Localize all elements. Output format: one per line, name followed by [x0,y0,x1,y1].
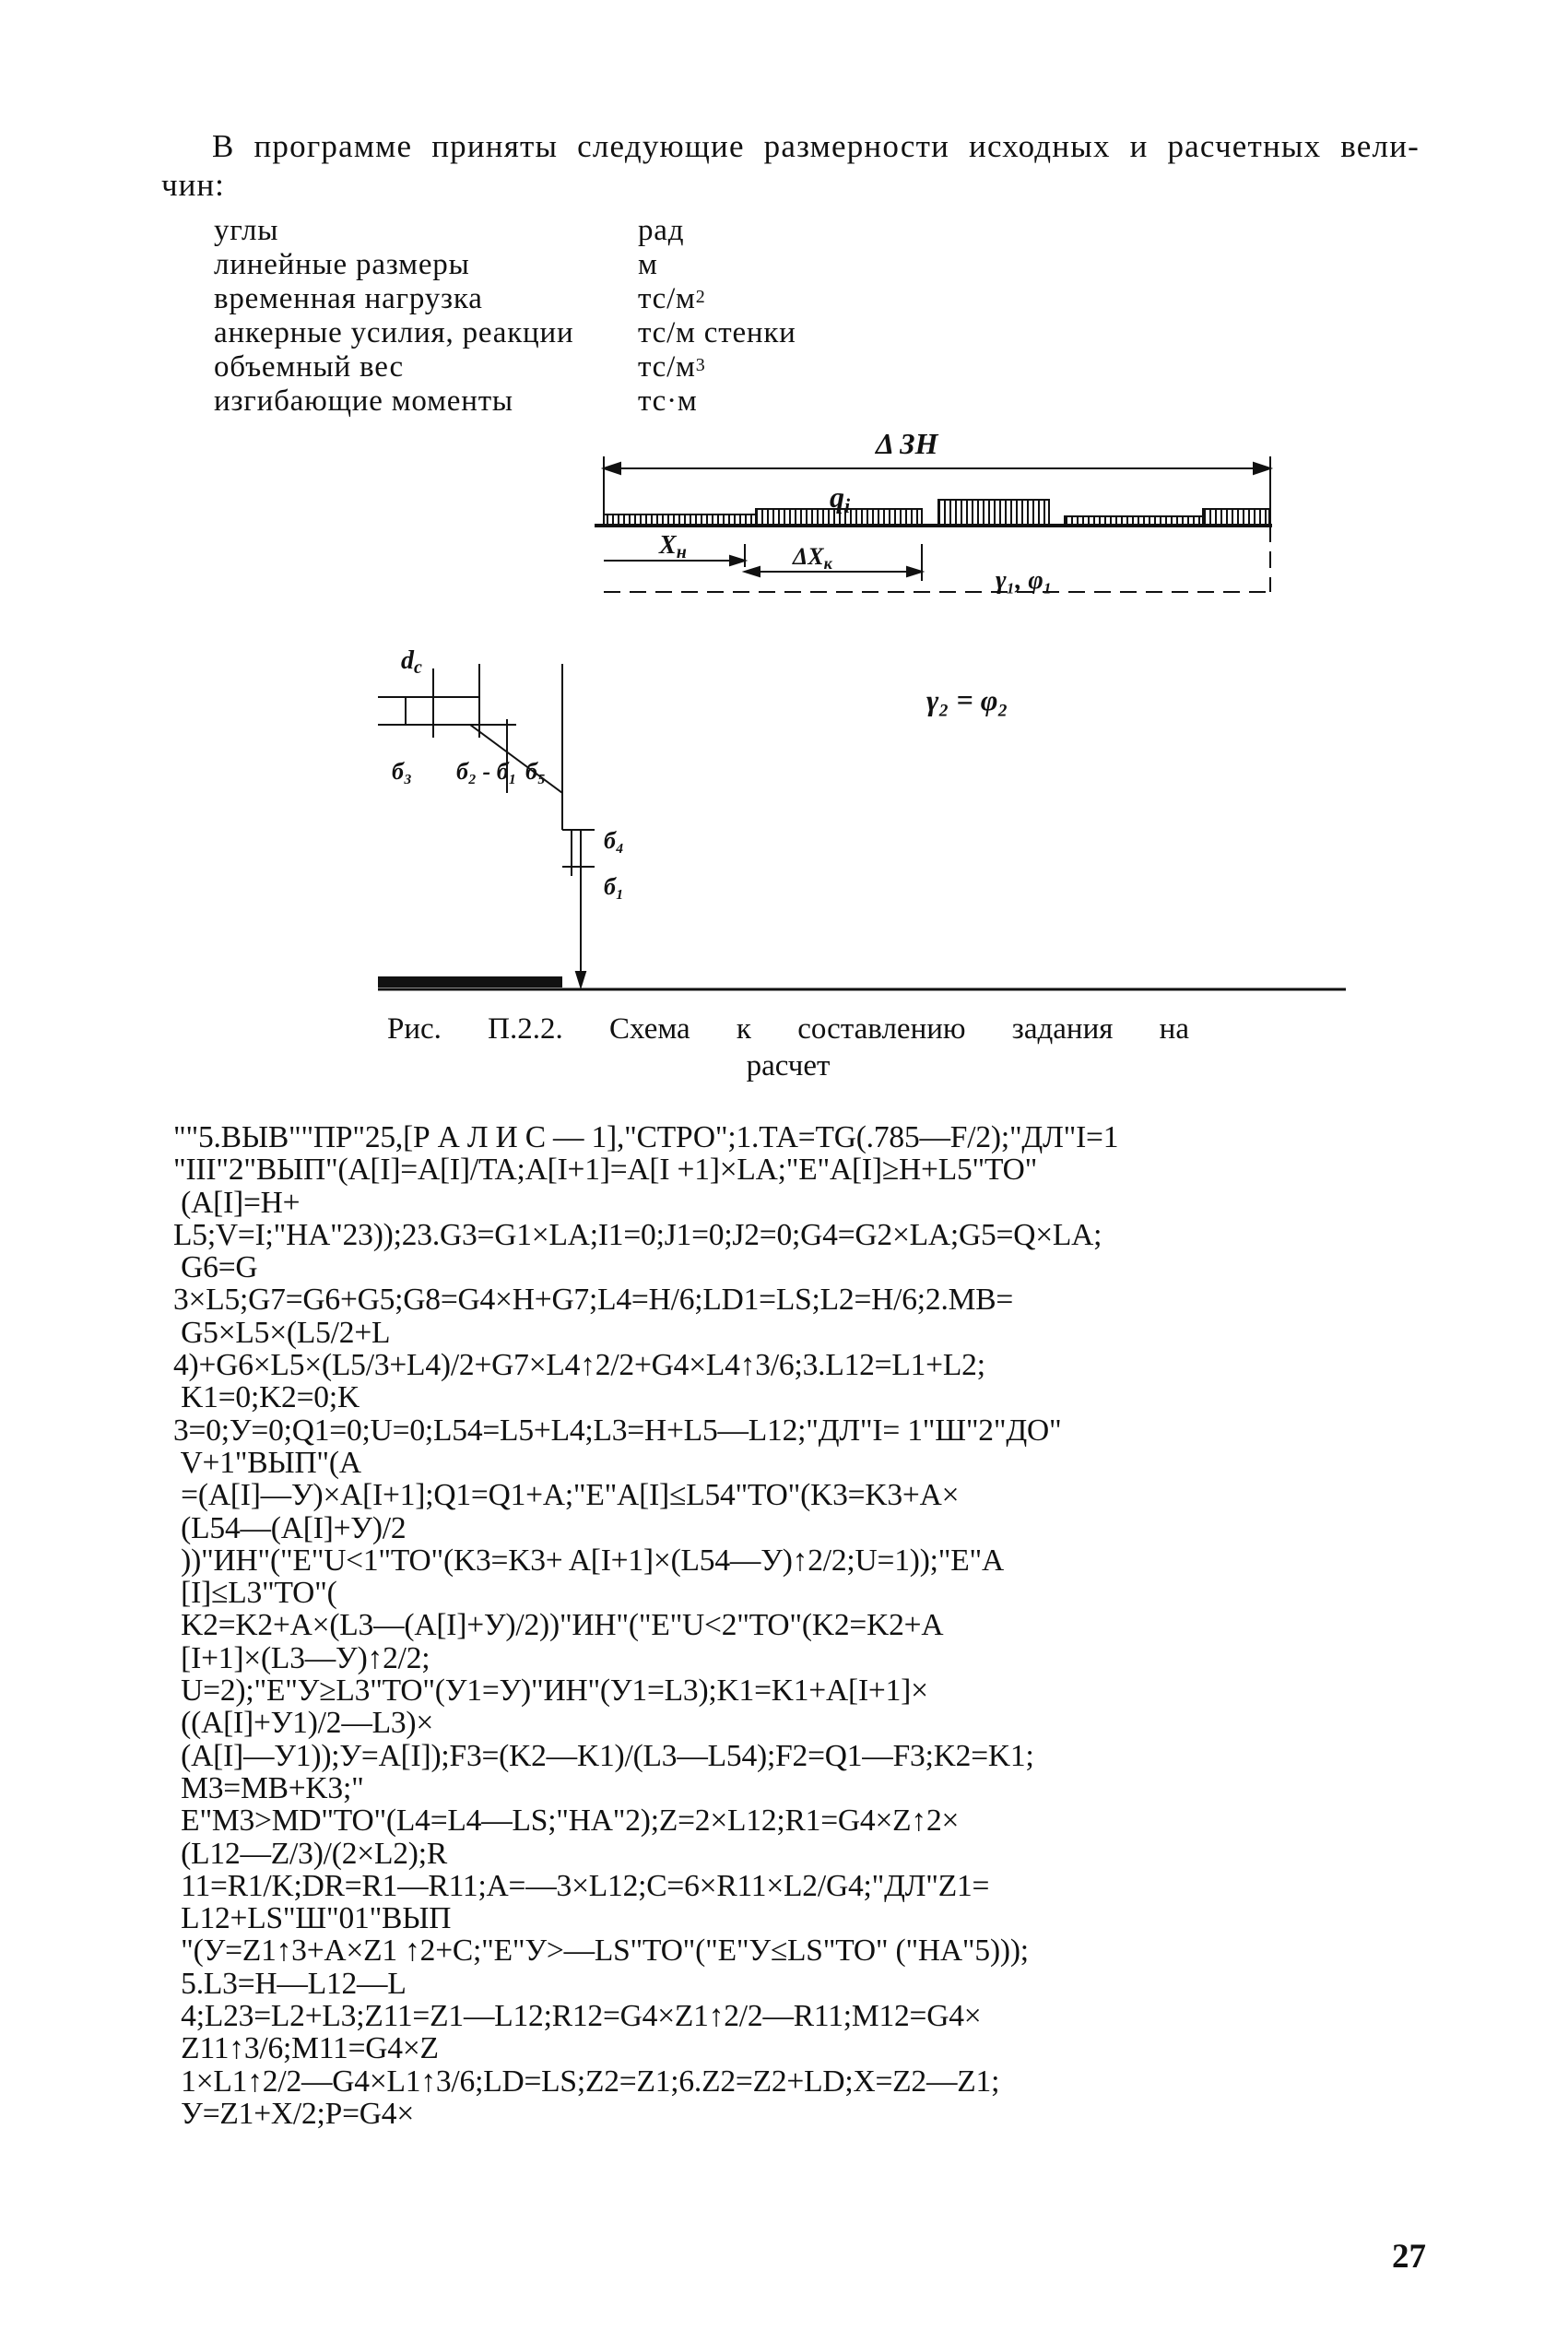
code-line: L12+LS"Ш"01"ВЫП [173,1901,452,1936]
code-line: [I+1]×(L3—У)↑2/2; [173,1640,430,1675]
label-b2-b1: б₂ - б₁ [456,758,517,785]
code-line: G5×L5×(L5/2+L [173,1315,391,1350]
code-line: 4;L23=L2+L3;Z11=Z1—L12;R12=G4×Z1↑2/2—R11;M12=G4× [173,1999,982,2034]
label-q-i: qi [830,480,851,517]
code-line: 1×L1↑2/2—G4×L1↑3/6;LD=LS;Z2=Z1;6.Z2=Z2+LD;X=Z2—Z1; [173,2064,1000,2099]
page-number: 27 [1392,2238,1426,2276]
code-line: (A[I]=H+ [173,1185,301,1220]
units-row [214,248,796,282]
unit-quantity: объемный вес [214,350,404,384]
code-line: K1=0;K2=0;K [173,1380,360,1415]
unit-value: $тс/м^3$ [638,350,706,384]
code-line: E"M3>MD"TO"(L4=L4—LS;"HA"2);Z=2×L12;R1=G4×Z↑2× [173,1804,960,1839]
code-line: 4)+G6×L5×(L5/3+L4)/2+G7×L4↑2/2+G4×L4↑3/6;3.L12=L1+L2; [173,1348,985,1383]
label-d-c: dc [401,646,422,678]
units-table [214,214,796,419]
label-gamma1-phi1: γ₁, φ₁ [996,566,1053,595]
code-line: =(A[I]—У)×A[I+1];Q1=Q1+A;"E"A[I]≤L54"TO"(K3=K3+A× [173,1478,960,1513]
unit-quantity: углы [214,214,279,247]
label-delta-zn: Δ ЗН [876,433,938,460]
load-block [604,514,756,526]
program-code-listing [173,1121,1436,2130]
unit-value: тс·м [638,384,698,418]
label-delta-x-k: ΔXк [793,543,832,573]
units-row [214,384,796,419]
unit-value: рад [638,214,685,247]
units-row [214,282,796,316]
caption-line1: Рис. П.2.2. Схема к составлению задания на [387,1012,1189,1046]
unit-quantity: временная нагрузка [214,282,483,315]
code-line: V+1"ВЫП"(A [173,1445,361,1480]
load-block [938,500,1049,526]
code-line: L5;V=I;"HA"23));23.G3=G1×LA;I1=0;J1=0;J2=0;G4=G2×LA;G5=Q×LA; [173,1217,1102,1252]
code-line: Z11↑3/6;M11=G4×Z [173,2031,439,2066]
code-line: ""5.ВЫВ""ПР"25,[Р А Л И С — 1],"СТРО";1.ТА=TG(.785—F/2);"ДЛ"I=1 [173,1120,1119,1154]
code-line: K2=K2+A×(L3—(A[I]+У)/2))"ИН"("E"U<2"TO"(K2=K2+A [173,1608,944,1643]
label-b-low: б₁ [604,873,625,900]
code-line: G6=G [173,1250,258,1285]
intro-paragraph-line2: чин: [161,167,225,203]
units-row [214,350,796,384]
label-x-n: Xн [659,531,687,562]
code-line: M3=MB+K3;" [173,1770,364,1805]
code-line: 3=0;У=0;Q1=0;U=0;L54=L5+L4;L3=H+L5—L12;"ДЛ"I= 1"Ш"2"ДО" [173,1413,1062,1448]
code-line: У=Z1+X/2;P=G4× [173,2096,415,2131]
unit-value: тс/м стенки [638,316,796,349]
figure-caption [387,1011,1189,1084]
caption-line2: расчет [746,1049,831,1082]
code-line: 5.L3=H—L12—L [173,1966,407,2001]
label-b3: б₃ [392,758,413,785]
unit-value: $тс/м^2$ [638,282,706,315]
code-line: (L54—(A[I]+У)/2 [173,1510,407,1545]
code-line: [I]≤L3"TO"( [173,1576,337,1611]
label-d1-right [595,1002,615,1005]
wall-scheme-figure [378,433,1346,1005]
code-line: (L12—Z/3)/(2×L2);R [173,1836,447,1871]
label-b4: б₄ [604,827,625,854]
unit-quantity: изгибающие моменты [214,384,513,418]
code-line: "III"2"ВЫП"(A[I]=A[I]/TA;A[I+1]=A[I +1]×LA;"E"A[I]≥H+L5"TO" [173,1153,1038,1188]
intro-paragraph-line1: В программе приняты следующие размерности исходных и расчетных вели- [212,128,1420,164]
unit-value: м [638,248,658,281]
units-row [214,214,796,248]
units-row [214,316,796,350]
code-line: U=2);"E"У≥L3"TO"(У1=У)"ИН"(У1=L3);K1=K1+A[I+1]× [173,1674,928,1709]
label-b5: б₅ [525,758,547,785]
label-gamma2-phi2: γ₂ = φ₂ [926,683,1008,716]
wall-scheme-drawing [378,433,1346,1005]
code-line: 3×L5;G7=G6+G5;G8=G4×H+G7;L4=H/6;LD1=LS;L2=H/6;2.MB= [173,1283,1014,1318]
code-line: ((A[I]+У1)/2—L3)× [173,1706,434,1741]
unit-quantity: анкерные усилия, реакции [214,316,574,349]
code-line: (A[I]—У1));У=A[I]);F3=(K2—K1)/(L3—L54);F2=Q1—F3;K2=K1; [173,1738,1034,1773]
code-line: ))"ИН"("E"U<1"TO"(K3=K3+ A[I+1]×(L54—У)↑2/2;U=1));"E"A [173,1543,1004,1578]
unit-quantity: линейные размеры [214,248,470,281]
code-line: "(У=Z1↑3+A×Z1 ↑2+C;"E"У>—LS"TO"("E"У≤LS"TO" ("HA"5))); [173,1934,1029,1969]
code-line: 11=R1/K;DR=R1—R11;A=—3×L12;C=6×R11×L2/G4;"ДЛ"Z1= [173,1868,990,1903]
load-block [1065,516,1203,526]
load-block [1203,509,1269,526]
